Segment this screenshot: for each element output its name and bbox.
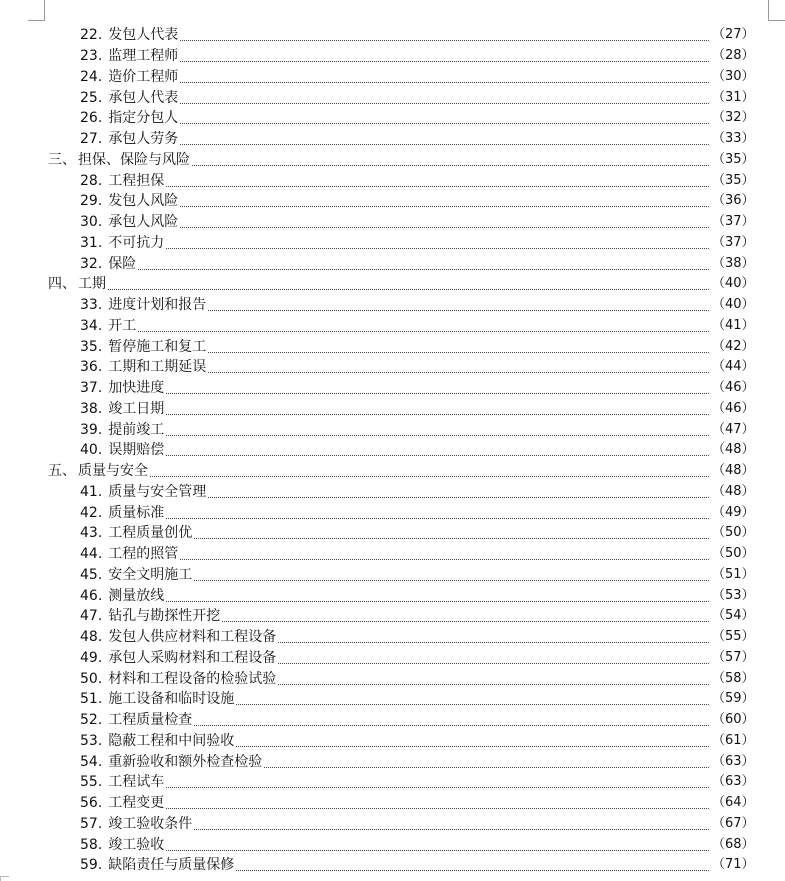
toc-page-number: （61） <box>712 732 755 748</box>
toc-entry-number: 28. <box>80 172 103 189</box>
toc-entry[interactable] <box>0 46 785 67</box>
toc-section-heading[interactable] <box>0 461 785 482</box>
toc-page-number: （47） <box>712 421 755 437</box>
toc-dot-leader <box>180 143 709 145</box>
toc-entry-title <box>80 67 178 87</box>
toc-entry-title <box>80 129 178 149</box>
toc-entry-text: 发包人代表 <box>108 27 179 44</box>
toc-entry-title <box>80 233 164 253</box>
toc-dot-leader <box>180 558 709 560</box>
toc-dot-leader <box>236 869 709 871</box>
toc-entry-number: 42. <box>80 504 103 521</box>
toc-entry-number: 46. <box>80 587 103 604</box>
toc-entry[interactable] <box>0 731 785 752</box>
toc-page-number: （35） <box>712 172 755 188</box>
toc-page-number: （37） <box>712 214 755 230</box>
toc-page-number: （40） <box>712 297 755 313</box>
toc-entry[interactable] <box>0 253 785 274</box>
table-of-contents <box>0 25 785 876</box>
toc-entry-number: 33. <box>80 297 103 314</box>
toc-dot-leader <box>208 371 709 373</box>
toc-dot-leader <box>194 828 709 830</box>
toc-dot-leader <box>166 517 709 519</box>
toc-entry-title <box>80 295 206 315</box>
toc-entry-number: 25. <box>80 89 103 106</box>
toc-page-number: （50） <box>712 525 755 541</box>
toc-entry-number: 26. <box>80 110 103 127</box>
toc-dot-leader <box>180 226 709 228</box>
toc-entry-number: 59. <box>80 857 103 874</box>
toc-entry-title <box>80 814 192 834</box>
toc-entry-title <box>80 482 206 502</box>
toc-entry-text: 工程担保 <box>108 172 165 189</box>
toc-section-heading[interactable] <box>0 274 785 295</box>
toc-dot-leader <box>166 413 709 415</box>
toc-dot-leader <box>192 164 709 166</box>
toc-page-number: （27） <box>712 27 755 43</box>
toc-page-number: （38） <box>712 255 755 271</box>
toc-page-number: （46） <box>712 380 755 396</box>
toc-dot-leader <box>208 351 709 353</box>
toc-entry-text: 质量标准 <box>108 504 165 521</box>
toc-entry-number: 51. <box>80 691 103 708</box>
toc-page-number: （40） <box>712 276 755 292</box>
toc-entry-title <box>80 503 164 523</box>
toc-entry[interactable] <box>0 627 785 648</box>
toc-entry-text: 竣工验收 <box>108 836 165 853</box>
toc-dot-leader <box>180 60 709 62</box>
toc-dot-leader <box>166 454 709 456</box>
toc-dot-leader <box>180 122 709 124</box>
toc-dot-leader <box>222 620 709 622</box>
toc-dot-leader <box>180 205 709 207</box>
toc-entry-text: 重新验收和额外检查检验 <box>108 753 263 770</box>
toc-page-number: （63） <box>712 774 755 790</box>
toc-entry-text: 承包人风险 <box>108 214 179 231</box>
toc-entry-number: 58. <box>80 836 103 853</box>
toc-entry-title <box>80 855 234 875</box>
toc-entry-title <box>80 793 164 813</box>
toc-entry-text: 钻孔与勘探性开挖 <box>108 608 221 625</box>
toc-entry-text: 开工 <box>108 317 137 334</box>
toc-entry[interactable] <box>0 793 785 814</box>
toc-entry-number: 35. <box>80 338 103 355</box>
toc-entry-title <box>48 461 148 481</box>
toc-page-number: （48） <box>712 463 755 479</box>
toc-entry-number: 49. <box>80 649 103 666</box>
toc-entry[interactable] <box>0 212 785 233</box>
toc-entry-text: 发包人风险 <box>108 193 179 210</box>
toc-entry-text: 承包人劳务 <box>108 131 179 148</box>
toc-entry-text: 监理工程师 <box>108 48 179 65</box>
toc-entry-number: 30. <box>80 214 103 231</box>
toc-entry[interactable] <box>0 378 785 399</box>
toc-entry-text: 质量与安全管理 <box>108 483 207 500</box>
toc-entry-text: 施工设备和临时设施 <box>108 691 235 708</box>
toc-dot-leader <box>166 849 709 851</box>
toc-entry-number: 50. <box>80 670 103 687</box>
toc-dot-leader <box>236 703 709 705</box>
toc-entry-text: 担保、保险与风险 <box>78 151 190 168</box>
toc-entry[interactable] <box>0 710 785 731</box>
toc-entry-number: 43. <box>80 525 103 542</box>
toc-entry-title <box>80 337 206 357</box>
toc-entry[interactable] <box>0 233 785 254</box>
toc-entry-title <box>80 772 164 792</box>
toc-page-number: （28） <box>712 48 755 64</box>
toc-entry[interactable] <box>0 191 785 212</box>
toc-page-number: （51） <box>712 566 755 582</box>
toc-page-number: （50） <box>712 546 755 562</box>
toc-entry[interactable] <box>0 336 785 357</box>
crop-mark-bottom-left <box>0 876 9 881</box>
toc-dot-leader <box>180 102 709 104</box>
toc-entry[interactable] <box>0 316 785 337</box>
toc-dot-leader <box>166 807 709 809</box>
toc-page-number: （44） <box>712 359 755 375</box>
toc-dot-leader <box>166 247 709 249</box>
toc-entry-title <box>80 212 178 232</box>
toc-dot-leader <box>166 786 709 788</box>
toc-entry-number: 29. <box>80 193 103 210</box>
toc-entry-title <box>80 171 164 191</box>
toc-entry[interactable] <box>0 170 785 191</box>
toc-entry-number: 32. <box>80 255 103 272</box>
toc-page-number: （32） <box>712 110 755 126</box>
toc-entry-number: 36. <box>80 359 103 376</box>
toc-page-number: （36） <box>712 193 755 209</box>
toc-entry-title <box>80 544 178 564</box>
toc-entry-title <box>80 378 164 398</box>
toc-entry-title <box>80 689 234 709</box>
toc-dot-leader <box>208 309 709 311</box>
toc-entry[interactable] <box>0 585 785 606</box>
toc-page-number: （55） <box>712 629 755 645</box>
toc-entry-number: 22. <box>80 27 103 44</box>
toc-entry[interactable] <box>0 606 785 627</box>
toc-dot-leader <box>138 330 709 332</box>
toc-entry-title <box>48 274 106 294</box>
toc-entry-title <box>80 399 164 419</box>
toc-entry-number: 27. <box>80 131 103 148</box>
toc-entry-text: 加快进度 <box>108 380 165 397</box>
toc-page-number: （31） <box>712 89 755 105</box>
toc-entry-title <box>48 150 190 170</box>
toc-page-number: （54） <box>712 608 755 624</box>
toc-dot-leader <box>166 600 709 602</box>
toc-entry-number: 56. <box>80 795 103 812</box>
toc-entry[interactable] <box>0 689 785 710</box>
toc-entry-title <box>80 835 164 855</box>
toc-page-number: （33） <box>712 131 755 147</box>
toc-section-heading[interactable] <box>0 150 785 171</box>
toc-entry-text: 不可抗力 <box>108 234 165 251</box>
toc-entry-text: 缺陷责任与质量保修 <box>108 857 235 874</box>
toc-entry-text: 造价工程师 <box>108 68 179 85</box>
toc-dot-leader <box>166 392 709 394</box>
toc-entry-number: 五、 <box>48 463 76 480</box>
toc-entry-text: 工程试车 <box>108 774 165 791</box>
toc-entry-text: 竣工日期 <box>108 400 165 417</box>
toc-entry-number: 24. <box>80 68 103 85</box>
toc-entry[interactable] <box>0 648 785 669</box>
toc-entry-number: 52. <box>80 712 103 729</box>
toc-entry[interactable] <box>0 87 785 108</box>
toc-entry[interactable] <box>0 751 785 772</box>
toc-entry-number: 47. <box>80 608 103 625</box>
toc-entry[interactable] <box>0 814 785 835</box>
toc-entry-title <box>80 523 192 543</box>
toc-entry-text: 工期和工期延误 <box>108 359 207 376</box>
toc-entry-number: 41. <box>80 483 103 500</box>
toc-entry-text: 安全文明施工 <box>108 566 193 583</box>
toc-entry[interactable] <box>0 855 785 876</box>
toc-entry[interactable] <box>0 482 785 503</box>
toc-entry[interactable] <box>0 834 785 855</box>
toc-page-number: （41） <box>712 317 755 333</box>
toc-entry-text: 工程质量创优 <box>108 525 193 542</box>
toc-entry[interactable] <box>0 419 785 440</box>
toc-page-number: （37） <box>712 234 755 250</box>
toc-dot-leader <box>166 434 709 436</box>
toc-page-number: （42） <box>712 338 755 354</box>
toc-page-number: （30） <box>712 68 755 84</box>
toc-entry-text: 误期赔偿 <box>108 442 165 459</box>
toc-dot-leader <box>236 745 709 747</box>
toc-entry-number: 39. <box>80 421 103 438</box>
toc-page-number: （63） <box>712 753 755 769</box>
toc-entry-title <box>80 316 136 336</box>
toc-entry-text: 竣工验收条件 <box>108 815 193 832</box>
toc-entry-number: 三、 <box>48 151 76 168</box>
toc-entry-text: 保险 <box>108 255 137 272</box>
toc-entry[interactable] <box>0 565 785 586</box>
toc-entry-text: 测量放线 <box>108 587 165 604</box>
toc-entry-title <box>80 254 136 274</box>
toc-entry-title <box>80 606 220 626</box>
toc-entry-number: 23. <box>80 48 103 65</box>
toc-entry-text: 提前竣工 <box>108 421 165 438</box>
toc-page-number: （64） <box>712 795 755 811</box>
toc-dot-leader <box>194 537 709 539</box>
toc-entry-title <box>80 648 276 668</box>
toc-page-number: （57） <box>712 649 755 665</box>
toc-page-number: （68） <box>712 836 755 852</box>
toc-dot-leader <box>264 766 709 768</box>
toc-entry-number: 四、 <box>48 276 76 293</box>
toc-entry[interactable] <box>0 668 785 689</box>
toc-dot-leader <box>180 81 709 83</box>
toc-dot-leader <box>194 579 709 581</box>
toc-dot-leader <box>166 185 709 187</box>
toc-entry-title <box>80 586 164 606</box>
toc-entry-text: 工期 <box>78 276 106 293</box>
toc-page-number: （53） <box>712 587 755 603</box>
toc-page-number: （48） <box>712 442 755 458</box>
toc-entry-title <box>80 25 178 45</box>
toc-entry-text: 工程质量检查 <box>108 712 193 729</box>
toc-page-number: （59） <box>712 691 755 707</box>
toc-entry-title <box>80 191 178 211</box>
toc-dot-leader <box>278 662 709 664</box>
toc-entry[interactable] <box>0 25 785 46</box>
toc-entry[interactable] <box>0 772 785 793</box>
toc-entry[interactable] <box>0 108 785 129</box>
toc-dot-leader <box>150 475 709 477</box>
toc-entry[interactable] <box>0 523 785 544</box>
toc-entry[interactable] <box>0 295 785 316</box>
toc-entry-number: 31. <box>80 234 103 251</box>
toc-entry-number: 53. <box>80 732 103 749</box>
toc-entry-text: 暂停施工和复工 <box>108 338 207 355</box>
toc-entry-text: 材料和工程设备的检验试验 <box>108 670 277 687</box>
toc-dot-leader <box>108 288 709 290</box>
toc-entry-number: 34. <box>80 317 103 334</box>
toc-entry[interactable] <box>0 544 785 565</box>
toc-entry[interactable] <box>0 129 785 150</box>
toc-entry[interactable] <box>0 502 785 523</box>
toc-entry-number: 48. <box>80 629 103 646</box>
toc-entry-number: 57. <box>80 815 103 832</box>
toc-entry-title <box>80 357 206 377</box>
toc-entry-title <box>80 752 262 772</box>
toc-entry-text: 工程的照管 <box>108 546 179 563</box>
toc-entry-text: 质量与安全 <box>78 463 148 480</box>
toc-page-number: （35） <box>712 151 755 167</box>
toc-entry[interactable] <box>0 440 785 461</box>
toc-dot-leader <box>278 683 709 685</box>
toc-entry-title <box>80 420 164 440</box>
toc-entry-number: 54. <box>80 753 103 770</box>
toc-dot-leader <box>278 641 709 643</box>
toc-entry-title <box>80 565 192 585</box>
toc-entry-number: 44. <box>80 546 103 563</box>
crop-mark-top-right <box>768 0 785 21</box>
toc-entry-number: 37. <box>80 380 103 397</box>
toc-entry-title <box>80 108 178 128</box>
toc-dot-leader <box>138 268 709 270</box>
toc-page-number: （58） <box>712 670 755 686</box>
toc-entry-title <box>80 710 192 730</box>
toc-entry[interactable] <box>0 357 785 378</box>
toc-page-number: （71） <box>712 857 755 873</box>
toc-entry-text: 承包人采购材料和工程设备 <box>108 649 277 666</box>
toc-page-number: （46） <box>712 400 755 416</box>
toc-entry-title <box>80 731 234 751</box>
toc-entry-text: 指定分包人 <box>108 110 179 127</box>
toc-entry-number: 55. <box>80 774 103 791</box>
toc-entry-title <box>80 46 178 66</box>
toc-entry-number: 45. <box>80 566 103 583</box>
toc-entry-title <box>80 440 164 460</box>
crop-mark-top-left <box>28 0 45 21</box>
toc-entry-text: 隐蔽工程和中间验收 <box>108 732 235 749</box>
toc-entry-text: 承包人代表 <box>108 89 179 106</box>
toc-entry-number: 40. <box>80 442 103 459</box>
toc-page-number: （67） <box>712 815 755 831</box>
toc-entry[interactable] <box>0 399 785 420</box>
toc-dot-leader <box>180 39 709 41</box>
toc-page-number: （48） <box>712 483 755 499</box>
toc-entry-title <box>80 88 178 108</box>
toc-entry-text: 工程变更 <box>108 795 165 812</box>
toc-entry-text: 发包人供应材料和工程设备 <box>108 629 277 646</box>
toc-entry[interactable] <box>0 67 785 88</box>
toc-page-number: （49） <box>712 504 755 520</box>
toc-page-number: （60） <box>712 712 755 728</box>
toc-entry-title <box>80 627 276 647</box>
toc-dot-leader <box>194 724 709 726</box>
toc-entry-text: 进度计划和报告 <box>108 297 207 314</box>
toc-dot-leader <box>208 496 709 498</box>
toc-entry-number: 38. <box>80 400 103 417</box>
toc-entry-title <box>80 669 276 689</box>
